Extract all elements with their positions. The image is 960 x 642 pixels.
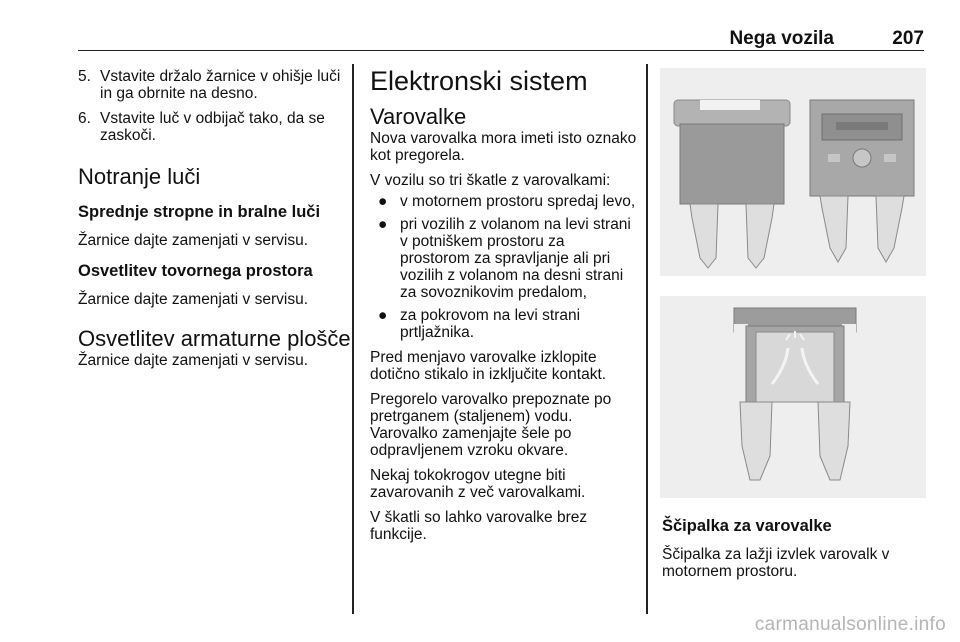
fuse-illustration	[660, 68, 926, 276]
heading-armaturna-plosca: Osvetlitev armaturne plošče	[78, 326, 351, 351]
heading-tovorni-prostor: Osvetlitev tovornega prostora	[78, 262, 313, 280]
bullet-icon: ●	[378, 307, 388, 324]
list-item	[78, 110, 344, 144]
bullet-icon: ●	[378, 193, 388, 210]
column-left	[78, 68, 351, 377]
heading-sprednje-luci: Sprednje stropne in bralne luči	[78, 203, 321, 221]
fuse-box-list	[370, 193, 638, 341]
watermark: carmanualsonline.info	[754, 614, 946, 635]
list-item	[370, 193, 638, 210]
column-right	[662, 516, 926, 588]
paragraph: Žarnice dajte zamenjati v servisu.	[78, 232, 309, 249]
list-number: 6.	[78, 110, 91, 127]
heading-notranje-luci: Notranje luči	[78, 164, 201, 189]
page-number: 207	[892, 28, 924, 49]
list-text: za pokrovom na levi strani prtljažnika.	[400, 307, 581, 341]
column-divider-right	[646, 64, 648, 614]
paragraph: Pregorelo varovalko prepoznate po pretrganem (staljenem) vodu. Varovalko zamenjajte šele po odpravljenem vzroku okvare.	[370, 391, 612, 459]
heading-elektronski-sistem: Elektronski sistem	[370, 66, 588, 96]
fuse-puller-illustration	[660, 296, 926, 498]
list-text: pri vozilih z volanom na levi strani v potniškem prostoru za prostorom za spravljanje ali pri vozilih z volanom na desni strani za sovoznikovim predalom,	[400, 216, 631, 301]
list-text: Vstavite luč v odbijač tako, da se zaskoči.	[100, 110, 325, 144]
paragraph: Ščipalka za lažji izvlek varovalk v motornem prostoru.	[662, 546, 890, 580]
fuse-puller-image	[660, 296, 926, 498]
column-divider-left	[352, 64, 354, 614]
header-title: Nega vozila	[729, 28, 834, 49]
heading-scipalka: Ščipalka za varovalke	[662, 517, 832, 535]
paragraph: V škatli so lahko varovalke brez funkcije.	[370, 509, 588, 543]
paragraph: V vozilu so tri škatle z varovalkami:	[370, 172, 611, 189]
list-item	[78, 68, 344, 102]
bullet-icon: ●	[378, 216, 388, 233]
fuse-image	[660, 68, 926, 276]
paragraph: Nekaj tokokrogov utegne biti zavarovanih z več varovalkami.	[370, 467, 586, 501]
paragraph: Pred menjavo varovalke izklopite dotično stikalo in izključite kontakt.	[370, 349, 607, 383]
heading-varovalke: Varovalke	[370, 104, 467, 129]
list-item	[370, 307, 638, 341]
list-item	[370, 216, 638, 301]
paragraph: Žarnice dajte zamenjati v servisu.	[78, 291, 309, 308]
page-header	[78, 26, 924, 51]
list-text: v motornem prostoru spredaj levo,	[400, 193, 636, 210]
steps-list	[78, 68, 344, 144]
list-number: 5.	[78, 68, 91, 85]
paragraph: Nova varovalka mora imeti isto oznako kot pregorela.	[370, 130, 637, 164]
list-text: Vstavite držalo žarnice v ohišje luči in ga obrnite na desno.	[100, 68, 341, 102]
column-middle	[370, 66, 638, 551]
paragraph: Žarnice dajte zamenjati v servisu.	[78, 352, 309, 369]
